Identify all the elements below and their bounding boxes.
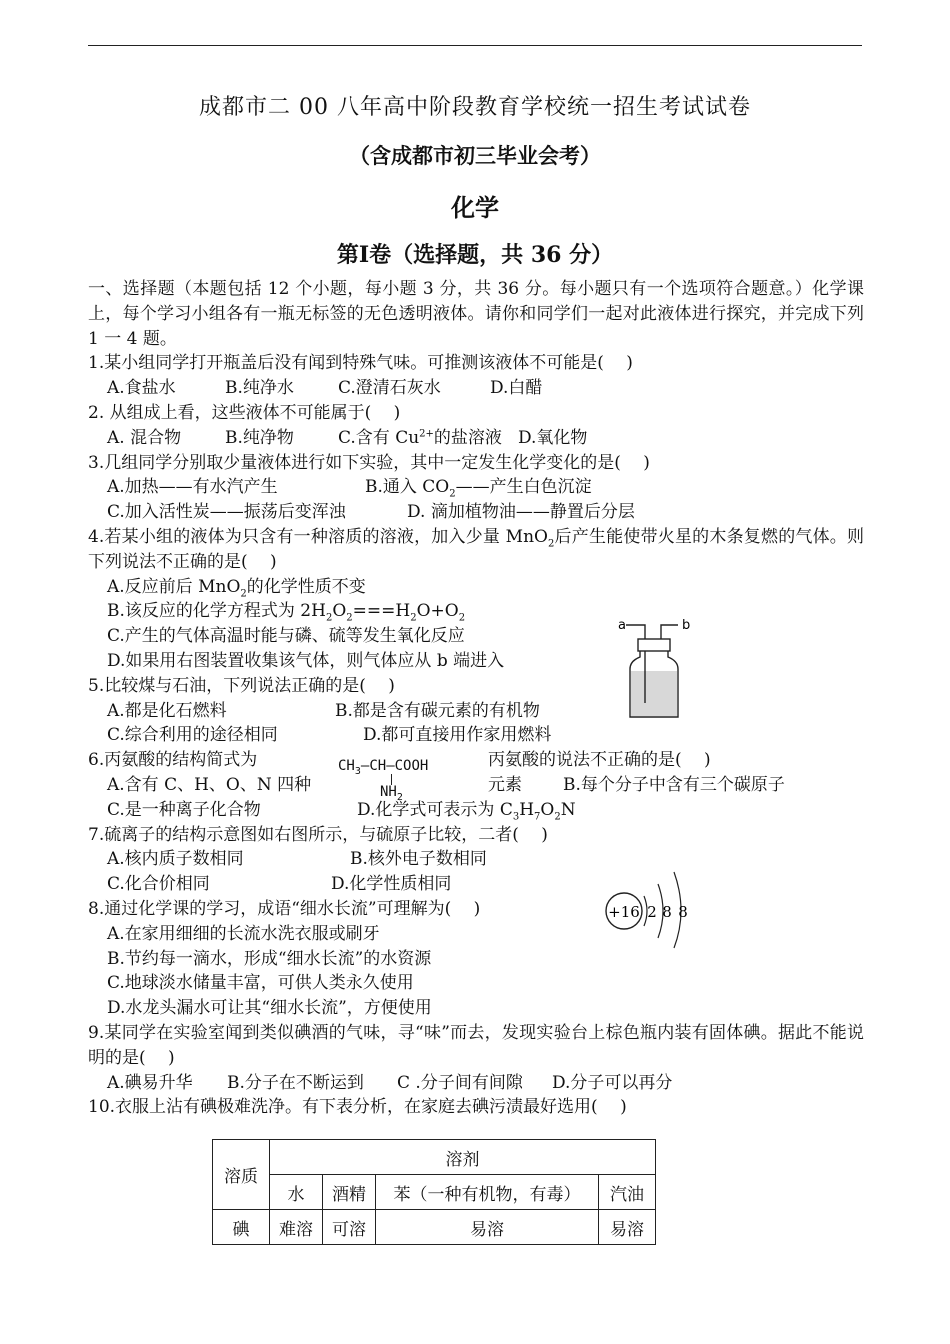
- q1-stem: 1.某小组同学打开瓶盖后没有闻到特殊气味。可推测该液体不可能是( ): [88, 353, 633, 374]
- gas-bottle-figure: [614, 615, 694, 723]
- shell-2-electrons: 8: [662, 903, 672, 921]
- fig-label-a: a: [618, 618, 626, 633]
- q1-option-a: A.食盐水: [107, 378, 176, 399]
- q6-option-b: B.每个分子中含有三个碳原子: [563, 774, 785, 795]
- q2-stem: 2. 从组成上看，这些液体不可能属于( ): [88, 402, 401, 423]
- q2-option-d: D.氧化物: [518, 427, 588, 448]
- q6-option-d: D.化学式可表示为 $C_3H_7O_2N$: [357, 799, 576, 823]
- q5-options-1: [88, 699, 864, 724]
- q9-option-c: C .分子间有间隙: [397, 1072, 523, 1093]
- q5-option-a: A.都是化石燃料: [107, 700, 227, 721]
- q5-option-d: D.都可直接用作家用燃料: [363, 725, 552, 746]
- alanine-structure: $CH_3―CH―COOH$ $NH_2$: [338, 758, 429, 803]
- q3-options-1: [88, 475, 864, 500]
- q2-option-c: C.含有 $Cu^{2+}$的盐溶液: [338, 427, 502, 448]
- shell-3-electrons: 8: [678, 903, 688, 921]
- q2-option-b: B.纯净物: [225, 427, 294, 448]
- q5-options-2: [88, 723, 864, 748]
- q6-option-a: A.含有 C、H、O、N 四种: [107, 774, 312, 795]
- q9-option-b: B.分子在不断运到: [227, 1072, 364, 1093]
- intro-paragraph: 一、选择题（本题包括 12 个小题，每小题 3 分，共 36 分。每小题只有一个选项符合题意。）化学课上，每个学习小组各有一瓶无标签的无色透明液体。请你和同学们一起对此液体进行探究，并完成下列 1 一 4 题。: [88, 279, 864, 349]
- q5-option-b: B.都是含有碳元素的有机物: [335, 700, 540, 721]
- q6-option-c: C.是一种离子化合物: [107, 799, 261, 820]
- questions: [88, 277, 864, 1120]
- header-rule: [88, 45, 862, 46]
- q7-option-b: B.核外电子数相同: [350, 849, 487, 870]
- q1-options: [88, 376, 864, 401]
- q3-option-d: D. 滴加植物油——静置后分层: [407, 502, 635, 523]
- q9-options: [88, 1071, 864, 1096]
- q7-options-2: [88, 872, 864, 897]
- section-title: 第Ⅰ卷（选择题，共 36 分）: [336, 242, 614, 268]
- iodine-in-gasoline: 易溶: [599, 1210, 656, 1245]
- q2-option-a: A. 混合物: [107, 427, 182, 448]
- q8-option-b: B.节约每一滴水，形成“细水长流”的水资源: [107, 948, 432, 969]
- shell-1-electrons: 2: [647, 903, 657, 921]
- q7-option-d: D.化学性质相同: [331, 874, 452, 895]
- q3-options-2: [88, 500, 864, 525]
- bottle-liquid: [631, 671, 677, 716]
- q9-option-d: D.分子可以再分: [552, 1072, 673, 1093]
- exam-title: 成都市二 00 八年高中阶段教育学校统一招生考试试卷: [199, 95, 751, 120]
- q1-option-d: D.白醋: [490, 378, 543, 399]
- q3-option-a: A.加热——有水汽产生: [107, 477, 278, 498]
- solubility-table: [212, 1139, 656, 1245]
- q4-option-b: B.该反应的化学方程式为 $2H_2O_2===H_2O+O_2$: [107, 601, 466, 624]
- q5-stem: 5.比较煤与石油，下列说法正确的是( ): [88, 675, 395, 696]
- bottle-stopper: [638, 639, 670, 651]
- q7-options-1: [88, 847, 864, 872]
- iodine-in-benzene: 易溶: [376, 1210, 599, 1245]
- q10-stem: 10.衣服上沾有碘极难洗净。有下表分析，在家庭去碘污渍最好选用( ): [88, 1097, 627, 1118]
- solvent-benzene: 苯（一种有机物，有毒）: [376, 1175, 599, 1210]
- nucleus-charge: +16: [608, 903, 640, 921]
- q8-option-a: A.在家用细细的长流水洗衣服或刷牙: [107, 923, 380, 944]
- q6-options-1: A.含有 C、H、O、N 四种 元素 B.每个分子中含有三个碳原子: [88, 773, 864, 798]
- solute-header: 溶质: [213, 1140, 270, 1210]
- q1-option-c: C.澄清石灰水: [338, 378, 441, 399]
- q8-option-d: D.水龙头漏水可让其“细水长流”，方便使用: [107, 998, 432, 1019]
- q4-option-d: D.如果用右图装置收集该气体，则气体应从 b 端进入: [107, 650, 505, 671]
- fig-label-b: b: [682, 618, 691, 633]
- q9-option-a: A.碘易升华: [107, 1072, 193, 1093]
- q8-option-c: C.地球淡水储量丰富，可供人类永久使用: [107, 973, 414, 994]
- solvent-header: 溶剂: [270, 1140, 656, 1175]
- solvent-water: 水: [270, 1175, 323, 1210]
- q7-option-c: C.化合价相同: [107, 874, 210, 895]
- q3-option-c: C.加入活性炭——振荡后变浑浊: [107, 502, 346, 523]
- iodine-in-water: 难溶: [270, 1210, 323, 1245]
- subject-title: 化学: [451, 193, 499, 222]
- sulfide-ion-diagram: [600, 866, 696, 950]
- row-label-iodine: 碘: [213, 1210, 270, 1245]
- q7-stem: 7.硫离子的结构示意图如右图所示，与硫原子比较，二者( ): [88, 824, 548, 845]
- q2-options: [88, 426, 864, 451]
- q1-option-b: B.纯净水: [225, 378, 294, 399]
- solvent-gasoline: 汽油: [599, 1175, 656, 1210]
- q4-stem: 4.若某小组的液体为只含有一种溶质的溶液，加入少量 MnO$_2$后产生能使带火星的木条复燃的气体。则下列说法不正确的是( ): [88, 526, 865, 572]
- q4-option-c: C.产生的气体高温时能与磷、硫等发生氧化反应: [107, 626, 465, 647]
- q4-option-a: A.反应前后 MnO$_2$的化学性质不变: [107, 576, 366, 599]
- solvent-alcohol: 酒精: [323, 1175, 376, 1210]
- q5-option-c: C.综合利用的途径相同: [107, 725, 278, 746]
- q9-stem: 9.某同学在实验室闻到类似碘酒的气味，寻“味”而去，发现实验台上棕色瓶内装有固体碘。据此不能说明的是( ): [88, 1022, 864, 1068]
- exam-subtitle: （含成都市初三毕业会考）: [349, 143, 601, 168]
- q3-stem: 3.几组同学分别取少量液体进行如下实验，其中一定发生化学变化的是( ): [88, 452, 650, 473]
- q6-stem: 6.丙氨酸的结构简式为 丙氨酸的说法不正确的是( ): [88, 750, 711, 771]
- q7-option-a: A.核内质子数相同: [107, 849, 244, 870]
- iodine-in-alcohol: 可溶: [323, 1210, 376, 1245]
- q8-stem: 8.通过化学课的学习，成语“细水长流”可理解为( ): [88, 898, 481, 919]
- q3-option-b: B.通入 $CO_2——$产生白色沉淀: [365, 477, 592, 500]
